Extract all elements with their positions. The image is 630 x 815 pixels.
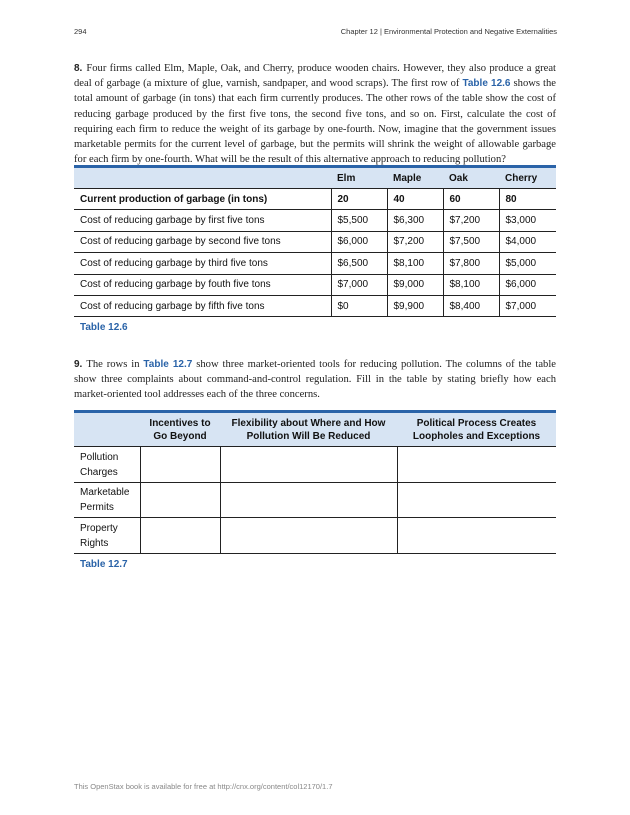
table-cell: $8,100: [387, 253, 443, 274]
table-row: [74, 253, 556, 274]
row-label: Cost of reducing garbage by first five tons: [74, 210, 331, 231]
answer-cell[interactable]: [140, 482, 220, 518]
header-cell-flexibility: Flexibility about Where and How Pollution Will Be Reduced: [220, 412, 397, 447]
question-8-number: 8.: [74, 63, 83, 74]
table-cell: $6,300: [387, 210, 443, 231]
table-row: [74, 274, 556, 295]
table-row: [74, 518, 556, 554]
row-label: Cost of reducing garbage by second five tons: [74, 231, 331, 252]
table-cell: $7,500: [443, 231, 499, 252]
table-row: [74, 447, 556, 483]
table-row: [74, 482, 556, 518]
table-cell: $5,500: [331, 210, 387, 231]
table-cell: $7,800: [443, 253, 499, 274]
table-row: [74, 210, 556, 231]
table-cell: 80: [499, 189, 556, 210]
table-12-7: [74, 410, 556, 554]
answer-cell[interactable]: [220, 482, 397, 518]
header-cell-cherry: Cherry: [499, 167, 556, 189]
question-9-text-before: The rows in: [86, 359, 144, 370]
answer-cell[interactable]: [397, 518, 556, 554]
table-cell: $8,400: [443, 295, 499, 316]
question-8-text-before: Four firms called Elm, Maple, Oak, and Cherry, produce wooden chairs. However, they also produce a great deal of garbage (a mixture of glue, varnish, sandpaper, and wood scraps). The first row of: [74, 63, 556, 90]
table-cell: $7,000: [331, 274, 387, 295]
header-cell: [74, 167, 331, 189]
question-8: [74, 61, 556, 167]
table-12-6-caption: Table 12.6: [80, 322, 128, 333]
chapter-header: Chapter 12 | Environmental Protection and Negative Externalities: [340, 27, 557, 36]
table-row: [74, 189, 556, 210]
table-cell: $7,000: [499, 295, 556, 316]
header-cell-maple: Maple: [387, 167, 443, 189]
answer-cell[interactable]: [397, 447, 556, 483]
page-number: 294: [74, 27, 87, 36]
table-header-row: [74, 412, 556, 447]
table-row: [74, 295, 556, 316]
answer-cell[interactable]: [397, 482, 556, 518]
header-cell-elm: Elm: [331, 167, 387, 189]
table-12-7-caption: Table 12.7: [80, 559, 128, 570]
table-cell: $7,200: [387, 231, 443, 252]
table-cell: $0: [331, 295, 387, 316]
table-cell: $5,000: [499, 253, 556, 274]
table-12-6: [74, 165, 556, 317]
table-cell: $8,100: [443, 274, 499, 295]
header-cell-incentives: Incentives to Go Beyond: [140, 412, 220, 447]
answer-cell[interactable]: [140, 447, 220, 483]
table-12-7-link[interactable]: Table 12.7: [143, 359, 193, 370]
header-cell: [74, 412, 140, 447]
row-label: Current production of garbage (in tons): [74, 189, 331, 210]
table-cell: $9,900: [387, 295, 443, 316]
row-label: Marketable Permits: [74, 482, 140, 518]
table-12-6-link[interactable]: Table 12.6: [462, 78, 511, 90]
answer-cell[interactable]: [140, 518, 220, 554]
table-cell: $6,500: [331, 253, 387, 274]
table-cell: $3,000: [499, 210, 556, 231]
table-cell: $6,000: [331, 231, 387, 252]
row-label: Cost of reducing garbage by fifth five tons: [74, 295, 331, 316]
header-cell-political-process: Political Process Creates Loopholes and Exceptions: [397, 412, 556, 447]
footer-text: This OpenStax book is available for free at http://cnx.org/content/col12170/1.7: [74, 782, 333, 791]
answer-cell[interactable]: [220, 447, 397, 483]
table-cell: 40: [387, 189, 443, 210]
table-cell: $4,000: [499, 231, 556, 252]
table-row: [74, 231, 556, 252]
table-cell: $6,000: [499, 274, 556, 295]
table-cell: $7,200: [443, 210, 499, 231]
row-label: Cost of reducing garbage by fouth five tons: [74, 274, 331, 295]
row-label: Property Rights: [74, 518, 140, 554]
question-9-number: 9.: [74, 359, 83, 370]
header-cell-oak: Oak: [443, 167, 499, 189]
question-8-text-after: shows the total amount of garbage (in tons) that each firm currently produces. The other rows of the table show the cost of reducing garbage produced by the first five tons, the second five tons, and so on. First, calculate the cost of requiring each firm to reduce the weight of its garbage by one-fourth. Now, imagine that the government issues marketable permits for the current level of garbage, but the permits will shrink the weight of allowable garbage for each firm by one-fourth. What will be the result of this alternative approach to reducing pollution?: [74, 78, 556, 166]
table-header-row: [74, 167, 556, 189]
table-cell: $9,000: [387, 274, 443, 295]
table-cell: 60: [443, 189, 499, 210]
answer-cell[interactable]: [220, 518, 397, 554]
question-9-text-after: show three market-oriented tools for reducing pollution. The columns of the table show three complaints about command-and-control regulation. Fill in the table by stating briefly how each market-oriented tool addresses each of the three concerns.: [74, 359, 556, 401]
table-cell: 20: [331, 189, 387, 210]
question-9: [74, 357, 556, 403]
row-label: Pollution Charges: [74, 447, 140, 483]
row-label: Cost of reducing garbage by third five tons: [74, 253, 331, 274]
